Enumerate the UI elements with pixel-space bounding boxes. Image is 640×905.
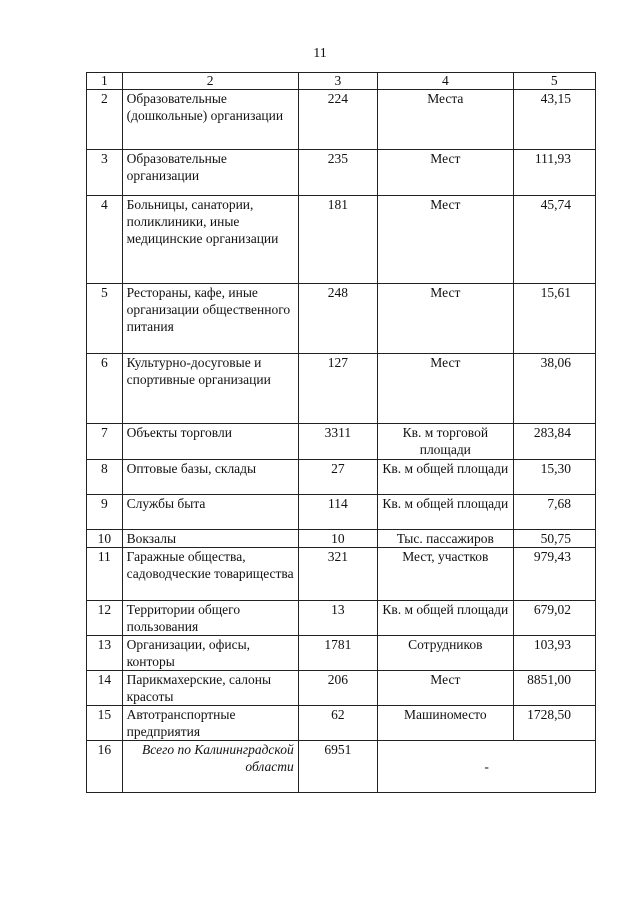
cell-unit: Сотрудников [378, 636, 513, 671]
cell-number: 14 [87, 671, 123, 706]
cell-name: Службы быта [122, 495, 298, 530]
cell-unit: Мест [378, 196, 513, 284]
cell-name: Вокзалы [122, 530, 298, 548]
table-body [87, 90, 596, 741]
cell-count: 127 [298, 354, 377, 424]
cell-name: Больницы, санатории, поликлиники, иные медицинские организации [122, 196, 298, 284]
cell-count: 181 [298, 196, 377, 284]
cell-value: 15,61 [513, 284, 595, 354]
cell-value: 38,06 [513, 354, 595, 424]
column-header-1: 1 [87, 73, 123, 90]
cell-value: 111,93 [513, 150, 595, 196]
column-header-2: 2 [122, 73, 298, 90]
cell-unit: Кв. м общей площади [378, 601, 513, 636]
table-row [87, 424, 596, 460]
cell-value: 103,93 [513, 636, 595, 671]
table-row [87, 354, 596, 424]
cell-number: 10 [87, 530, 123, 548]
table-row [87, 90, 596, 150]
table-row [87, 530, 596, 548]
cell-name: Автотранспортные предприятия [122, 706, 298, 741]
cell-value: 43,15 [513, 90, 595, 150]
column-header-3: 3 [298, 73, 377, 90]
cell-unit: Мест [378, 354, 513, 424]
cell-number: 13 [87, 636, 123, 671]
table-row [87, 460, 596, 495]
cell-name: Образовательные (дошкольные) организации [122, 90, 298, 150]
cell-number: 5 [87, 284, 123, 354]
table-row [87, 495, 596, 530]
table-row [87, 284, 596, 354]
cell-name: Организации, офисы, конторы [122, 636, 298, 671]
cell-count: 248 [298, 284, 377, 354]
data-table [86, 72, 596, 793]
cell-value: 15,30 [513, 460, 595, 495]
cell-name: Образовательные организации [122, 150, 298, 196]
cell-count: 27 [298, 460, 377, 495]
cell-unit: Тыс. пассажиров [378, 530, 513, 548]
cell-number: 6 [87, 354, 123, 424]
cell-count: 62 [298, 706, 377, 741]
cell-count: 206 [298, 671, 377, 706]
page-number: 11 [313, 46, 327, 61]
table-header-row [87, 73, 596, 90]
cell-name: Парикмахерские, салоны красоты [122, 671, 298, 706]
total-row-number: 16 [87, 741, 123, 793]
cell-number: 9 [87, 495, 123, 530]
cell-unit: Мест [378, 284, 513, 354]
cell-unit: Кв. м торговой площади [378, 424, 513, 460]
cell-value: 50,75 [513, 530, 595, 548]
cell-name: Культурно-досуговые и спортивные организации [122, 354, 298, 424]
column-header-5: 5 [513, 73, 595, 90]
cell-count: 224 [298, 90, 377, 150]
cell-value: 283,84 [513, 424, 595, 460]
cell-count: 10 [298, 530, 377, 548]
cell-number: 7 [87, 424, 123, 460]
cell-name: Объекты торговли [122, 424, 298, 460]
cell-count: 321 [298, 548, 377, 601]
cell-value: 1728,50 [513, 706, 595, 741]
table-row [87, 150, 596, 196]
cell-name: Гаражные общества, садоводческие товарищества [122, 548, 298, 601]
cell-name: Рестораны, кафе, иные организации общественного питания [122, 284, 298, 354]
cell-unit: Мест [378, 150, 513, 196]
cell-unit: Машиноместо [378, 706, 513, 741]
cell-count: 235 [298, 150, 377, 196]
cell-number: 11 [87, 548, 123, 601]
cell-unit: Мест, участков [378, 548, 513, 601]
cell-count: 114 [298, 495, 377, 530]
total-row [87, 741, 596, 793]
cell-value: 8851,00 [513, 671, 595, 706]
cell-number: 3 [87, 150, 123, 196]
total-row-dash: - [378, 741, 596, 793]
table-row [87, 196, 596, 284]
table-row [87, 671, 596, 706]
table-row [87, 548, 596, 601]
cell-number: 4 [87, 196, 123, 284]
cell-unit: Кв. м общей площади [378, 460, 513, 495]
cell-value: 979,43 [513, 548, 595, 601]
cell-value: 7,68 [513, 495, 595, 530]
cell-unit: Места [378, 90, 513, 150]
cell-number: 2 [87, 90, 123, 150]
cell-name: Оптовые базы, склады [122, 460, 298, 495]
cell-count: 13 [298, 601, 377, 636]
cell-value: 45,74 [513, 196, 595, 284]
total-row-count: 6951 [298, 741, 377, 793]
cell-number: 15 [87, 706, 123, 741]
cell-number: 12 [87, 601, 123, 636]
cell-unit: Кв. м общей площади [378, 495, 513, 530]
table-row [87, 601, 596, 636]
column-header-4: 4 [378, 73, 513, 90]
table-row [87, 706, 596, 741]
cell-count: 1781 [298, 636, 377, 671]
cell-number: 8 [87, 460, 123, 495]
table-row [87, 636, 596, 671]
cell-name: Территории общего пользования [122, 601, 298, 636]
cell-unit: Мест [378, 671, 513, 706]
cell-value: 679,02 [513, 601, 595, 636]
total-row-label: Всего по Калининградской области [122, 741, 298, 793]
cell-count: 3311 [298, 424, 377, 460]
